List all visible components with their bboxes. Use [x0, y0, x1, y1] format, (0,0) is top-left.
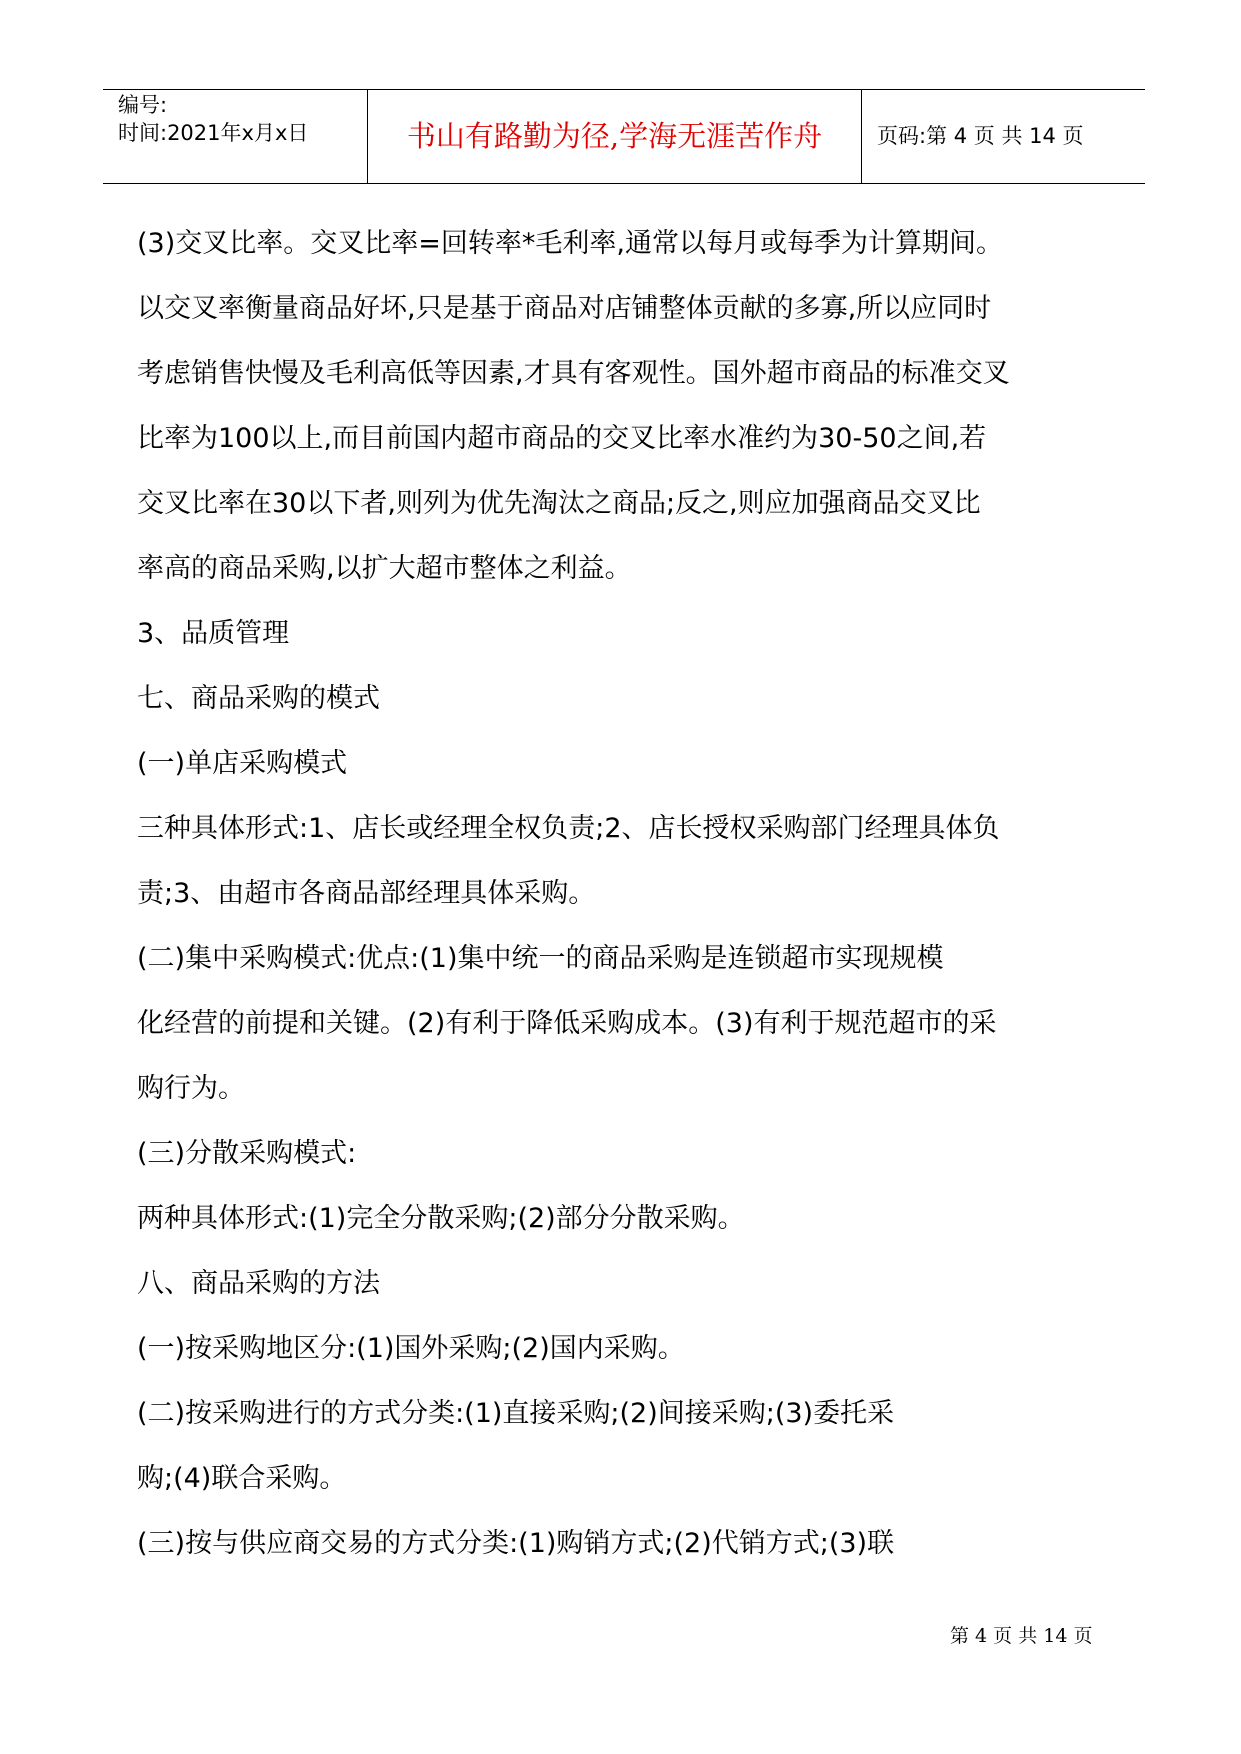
text-line: (二)集中采购模式:优点:(1)集中统一的商品采购是连锁超市实现规模 [137, 943, 944, 974]
text-line: 责;3、由超市各商品部经理具体采购。 [137, 878, 596, 909]
page-header [103, 89, 1145, 184]
text-line: 购;(4)联合采购。 [137, 1463, 347, 1494]
header-meta-cell [103, 90, 368, 183]
text-line: 化经营的前提和关键。(2)有利于降低采购成本。(3)有利于规范超市的采 [137, 1008, 997, 1039]
text-line: (三)按与供应商交易的方式分类:(1)购销方式;(2)代销方式;(3)联 [137, 1528, 895, 1559]
subsection-heading: (三)分散采购模式: [137, 1138, 357, 1169]
subsection-heading: (一)单店采购模式 [137, 748, 348, 779]
text-line: 两种具体形式:(1)完全分散采购;(2)部分分散采购。 [137, 1203, 745, 1234]
header-motto-cell [368, 90, 862, 183]
section-heading: 八、商品采购的方法 [137, 1268, 380, 1299]
header-page-number: 页码:第 4 页 共 14 页 [877, 124, 1084, 148]
text-line: 交叉比率在30以下者,则列为优先淘汰之商品;反之,则应加强商品交叉比 [137, 488, 981, 519]
text-line: 购行为。 [137, 1073, 245, 1104]
document-body [137, 218, 1127, 1583]
document-number-label: 编号: [118, 93, 168, 117]
document-time-label: 时间:2021年x月x日 [118, 121, 309, 145]
text-line: 以交叉率衡量商品好坏,只是基于商品对店铺整体贡献的多寡,所以应同时 [137, 293, 992, 324]
header-motto: 书山有路勤为径,学海无涯苦作舟 [406, 119, 823, 153]
header-page-cell [863, 90, 1145, 183]
text-line: (3)交叉比率。交叉比率=回转率*毛利率,通常以每月或每季为计算期间。 [137, 228, 1003, 259]
section-heading: 3、品质管理 [137, 618, 290, 649]
text-line: (二)按采购进行的方式分类:(1)直接采购;(2)间接采购;(3)委托采 [137, 1398, 895, 1429]
text-line: 考虑销售快慢及毛利高低等因素,才具有客观性。国外超市商品的标准交叉 [137, 358, 1010, 389]
page-footer: 第 4 页 共 14 页 [950, 1625, 1093, 1647]
text-line: (一)按采购地区分:(1)国外采购;(2)国内采购。 [137, 1333, 685, 1364]
text-line: 比率为100以上,而目前国内超市商品的交叉比率水准约为30-50之间,若 [137, 423, 987, 454]
text-line: 率高的商品采购,以扩大超市整体之利益。 [137, 553, 632, 584]
section-heading: 七、商品采购的模式 [137, 683, 380, 714]
text-line: 三种具体形式:1、店长或经理全权负责;2、店长授权采购部门经理具体负 [137, 813, 1000, 844]
